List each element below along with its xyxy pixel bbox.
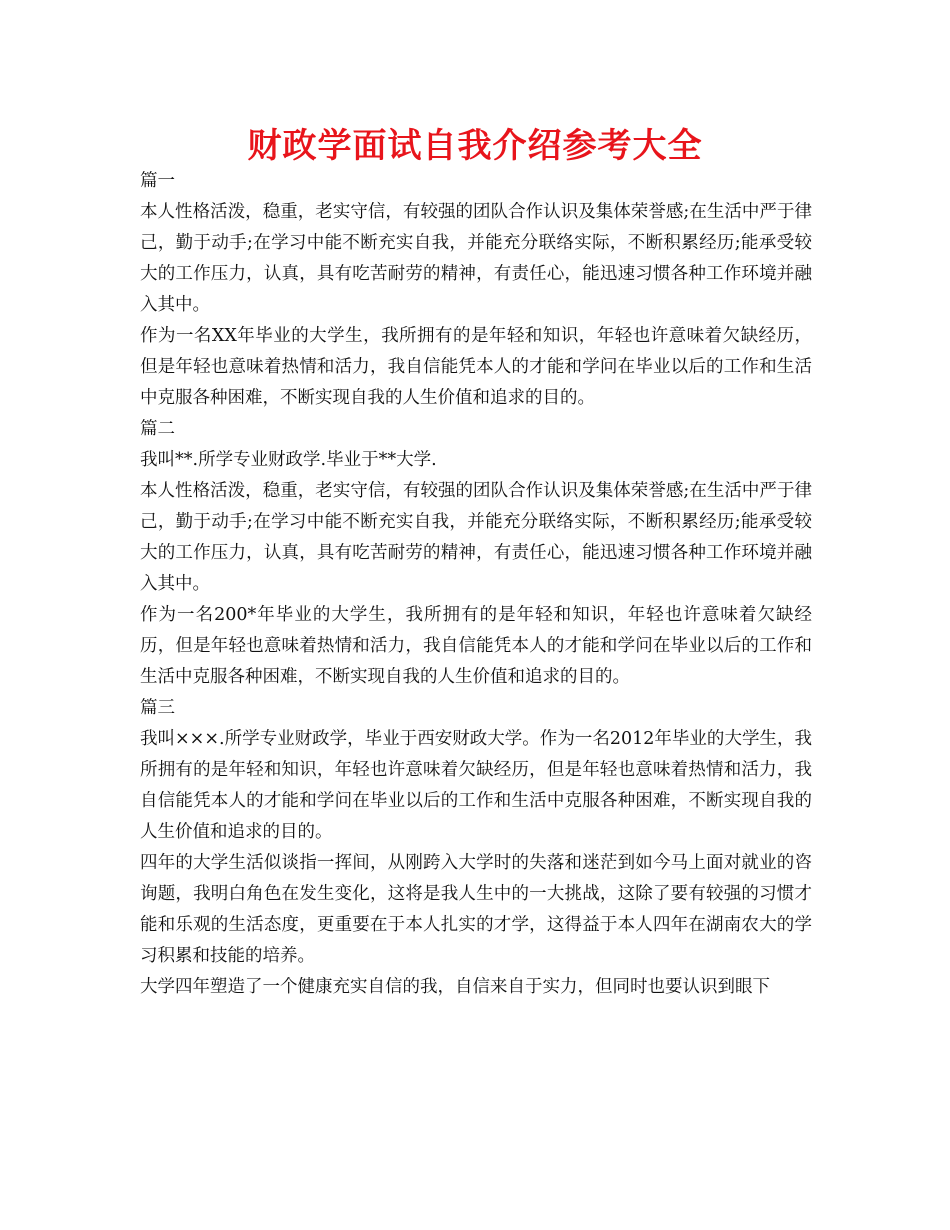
section-heading-2: 篇二	[140, 419, 175, 439]
section-heading-3: 篇三	[140, 698, 175, 718]
section-1-paragraph-2: 作为一名XX年毕业的大学生，我所拥有的是年轻和知识，年轻也许意味着欠缺经历，但是年轻也意味着热情和活力，我自信能凭本人的才能和学问在毕业以后的工作和生活中克服各种困难，不断实现自我的人生价值和追求的目的。	[140, 326, 812, 408]
section-2-paragraph-1: 我叫**.所学专业财政学.毕业于**大学.	[140, 450, 437, 470]
section-3-paragraph-1: 我叫×××.所学专业财政学，毕业于西安财政大学。作为一名2012年毕业的大学生，我所拥有的是年轻和知识，年轻也许意味着欠缺经历，但是年轻也意味着热情和活力，我自信能凭本人的才能和学问在毕业以后的工作和生活中克服各种困难，不断实现自我的人生价值和追求的目的。	[140, 729, 812, 842]
section-2-paragraph-2: 本人性格活泼，稳重，老实守信，有较强的团队合作认识及集体荣誉感;在生活中严于律己，勤于动手;在学习中能不断充实自我，并能充分联络实际，不断积累经历;能承受较大的工作压力，认真，具有吃苦耐劳的精神，有责任心，能迅速习惯各种工作环境并融入其中。	[140, 481, 812, 594]
section-heading-1: 篇一	[140, 171, 175, 191]
section-3-paragraph-3: 大学四年塑造了一个健康充实自信的我，自信来自于实力，但同时也要认识到眼下	[140, 977, 770, 997]
section-2-paragraph-3: 作为一名200*年毕业的大学生，我所拥有的是年轻和知识，年轻也许意味着欠缺经历，但是年轻也意味着热情和活力，我自信能凭本人的才能和学问在毕业以后的工作和生活中克服各种困难，不断实现自我的人生价值和追求的目的。	[140, 605, 812, 687]
section-1-paragraph-1: 本人性格活泼，稳重，老实守信，有较强的团队合作认识及集体荣誉感;在生活中严于律己，勤于动手;在学习中能不断充实自我，并能充分联络实际，不断积累经历;能承受较大的工作压力，认真，具有吃苦耐劳的精神，有责任心，能迅速习惯各种工作环境并融入其中。	[140, 202, 812, 315]
document-body	[140, 166, 812, 1003]
document-title: 财政学面试自我介绍参考大全	[247, 126, 703, 166]
section-3-paragraph-2: 四年的大学生活似谈指一挥间，从刚跨入大学时的失落和迷茫到如今马上面对就业的咨询题，我明白角色在发生变化，这将是我人生中的一大挑战，这除了要有较强的习惯才能和乐观的生活态度，更重要在于本人扎实的才学，这得益于本人四年在湖南农大的学习积累和技能的培养。	[140, 853, 812, 966]
